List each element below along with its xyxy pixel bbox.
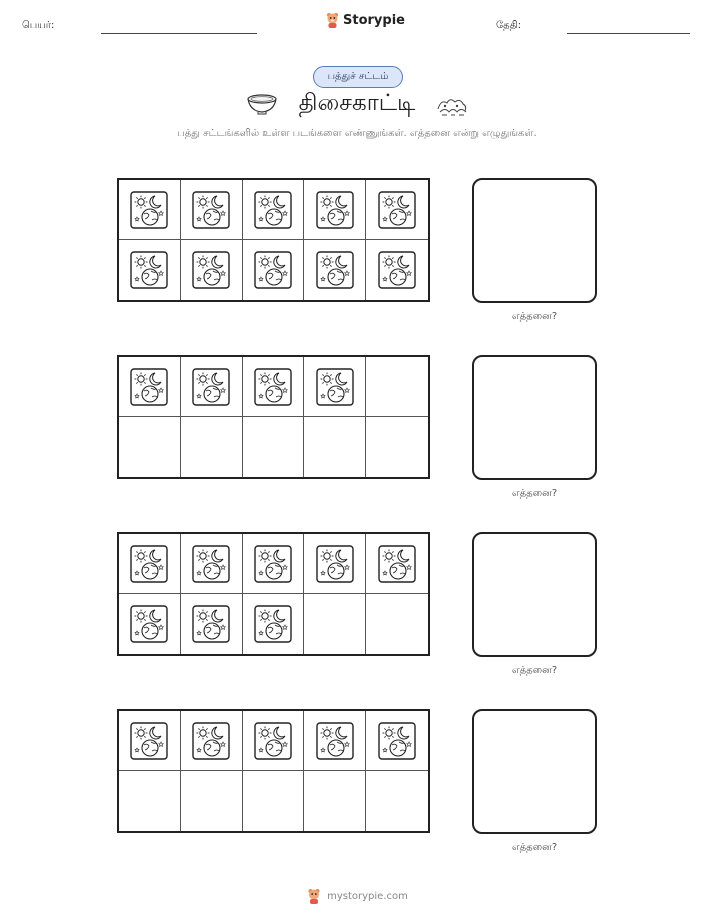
answer-box[interactable]: [472, 355, 597, 480]
how-many-label: எத்தனை?: [511, 665, 558, 676]
brand-logo: [326, 12, 405, 28]
ten-frame-cell: [366, 711, 428, 771]
ten-frame-cell: [366, 771, 428, 831]
sun-moon-earth-icon: [192, 251, 230, 289]
ten-frame-cell: [119, 180, 181, 240]
ten-frame-cell: [119, 771, 181, 831]
bear-logo-icon: [326, 12, 339, 28]
date-label: தேதி:: [496, 20, 522, 31]
ten-frame-cell: [243, 240, 305, 300]
sun-moon-earth-icon: [378, 545, 416, 583]
sun-moon-earth-icon: [130, 368, 168, 406]
sun-moon-earth-icon: [378, 722, 416, 760]
sun-moon-earth-icon: [378, 191, 416, 229]
answer-box[interactable]: [472, 532, 597, 657]
ten-frame-cell: [304, 180, 366, 240]
sun-moon-earth-icon: [316, 368, 354, 406]
sun-moon-earth-icon: [130, 605, 168, 643]
sun-moon-earth-icon: [316, 722, 354, 760]
ten-frame-cell: [366, 357, 428, 417]
sun-moon-earth-icon: [192, 605, 230, 643]
page-title: திசைகாட்டி: [298, 90, 416, 116]
ten-frame-cell: [119, 357, 181, 417]
ten-frame-cell: [181, 417, 243, 477]
ten-frame-cell: [119, 711, 181, 771]
sun-moon-earth-icon: [254, 368, 292, 406]
sun-moon-earth-icon: [316, 191, 354, 229]
sun-moon-earth-icon: [130, 722, 168, 760]
ten-frame-cell: [243, 357, 305, 417]
activity-badge: பத்துச் சட்டம்: [313, 66, 403, 88]
sun-moon-earth-icon: [192, 368, 230, 406]
sun-moon-earth-icon: [254, 191, 292, 229]
ten-frame-cell: [366, 417, 428, 477]
ten-frame-cell: [243, 771, 305, 831]
ten-frame: [117, 355, 430, 479]
sun-moon-earth-icon: [130, 191, 168, 229]
sun-moon-earth-icon: [254, 722, 292, 760]
bear-logo-icon: [306, 888, 322, 904]
answer-box[interactable]: [472, 709, 597, 834]
ten-frame-cell: [243, 417, 305, 477]
ten-frame-cell: [181, 711, 243, 771]
name-line[interactable]: [101, 33, 257, 34]
ten-frame-cell: [181, 180, 243, 240]
ten-frame-cell: [181, 534, 243, 594]
ten-frame-cell: [304, 771, 366, 831]
ten-frame-cell: [366, 240, 428, 300]
ten-frame-cell: [304, 417, 366, 477]
sun-moon-earth-icon: [316, 545, 354, 583]
ten-frame-cell: [181, 240, 243, 300]
ten-frame: [117, 178, 430, 302]
answer-box[interactable]: [472, 178, 597, 303]
sun-moon-earth-icon: [192, 545, 230, 583]
ten-frame-cell: [181, 357, 243, 417]
ten-frame-cell: [304, 240, 366, 300]
ten-frame-cell: [366, 534, 428, 594]
sun-moon-earth-icon: [192, 722, 230, 760]
how-many-label: எத்தனை?: [511, 311, 558, 322]
sun-moon-earth-icon: [378, 251, 416, 289]
instructions: பத்து சட்டங்களில் உள்ள படங்களை எண்ணுங்கள். எத்தனை என்று எழுதுங்கள்.: [177, 128, 537, 139]
ten-frame-cell: [243, 594, 305, 654]
sun-moon-earth-icon: [254, 605, 292, 643]
ten-frame-cell: [243, 180, 305, 240]
ten-frame-cell: [243, 534, 305, 594]
ten-frame-cell: [119, 534, 181, 594]
ten-frame-cell: [366, 594, 428, 654]
ten-frame-cell: [119, 417, 181, 477]
sun-moon-earth-icon: [130, 545, 168, 583]
ten-frame-cell: [119, 240, 181, 300]
sun-moon-earth-icon: [254, 251, 292, 289]
ten-frame-cell: [243, 711, 305, 771]
ten-frame-cell: [304, 357, 366, 417]
ten-frame-cell: [304, 594, 366, 654]
ten-frame-cell: [366, 180, 428, 240]
ten-frame: [117, 532, 430, 656]
decorative-doodle-icon: [435, 95, 469, 117]
ten-frame-cell: [304, 711, 366, 771]
ten-frame-cell: [119, 594, 181, 654]
ten-frame: [117, 709, 430, 833]
sun-moon-earth-icon: [254, 545, 292, 583]
footer-url[interactable]: mystorypie.com: [327, 890, 408, 902]
ten-frame-cell: [304, 534, 366, 594]
brand-name: Storypie: [343, 12, 405, 28]
name-label: பெயர்:: [22, 20, 55, 31]
ten-frame-cell: [181, 594, 243, 654]
how-many-label: எத்தனை?: [511, 488, 558, 499]
sun-moon-earth-icon: [192, 191, 230, 229]
ten-frame-cell: [181, 771, 243, 831]
how-many-label: எத்தனை?: [511, 842, 558, 853]
sun-moon-earth-icon: [130, 251, 168, 289]
sun-moon-earth-icon: [316, 251, 354, 289]
date-line[interactable]: [567, 33, 690, 34]
footer: [0, 888, 714, 904]
